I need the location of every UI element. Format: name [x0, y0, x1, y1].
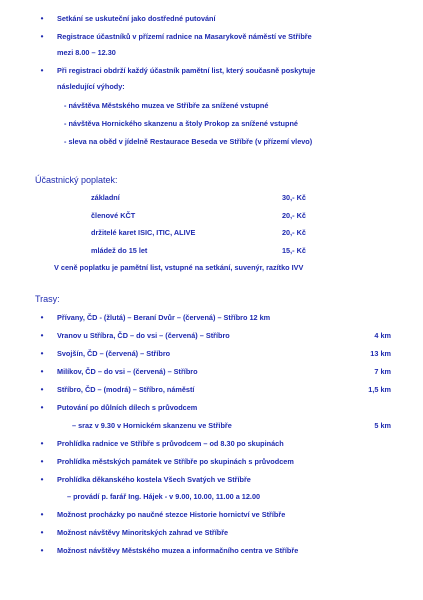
- fee-label: držitelé karet ISIC, ITIC, ALIVE: [91, 228, 196, 237]
- bullet: •: [40, 313, 44, 322]
- bullet: •: [40, 546, 44, 555]
- bullet: •: [40, 66, 44, 75]
- route-item: Putování po důlních dílech s průvodcem: [57, 403, 198, 412]
- bullet: •: [40, 14, 44, 23]
- fees-heading: Účastnický poplatek:: [35, 175, 118, 185]
- routes-heading: Trasy:: [35, 294, 60, 304]
- bullet: •: [40, 385, 44, 394]
- fee-price: 30,- Kč: [282, 193, 306, 202]
- route-item: Možnost návštěvy Minoritských zahrad ve Stříbře: [57, 528, 229, 537]
- fee-price: 20,- Kč: [282, 211, 306, 220]
- route-item: Stříbro, ČD – (modrá) – Stříbro, náměstí: [57, 385, 195, 394]
- benefit-item: - návštěva Městského muzea ve Stříbře za snížené vstupné: [64, 101, 269, 110]
- intro-item: Setkání se uskuteční jako dostředné putování: [57, 14, 216, 23]
- bullet: •: [40, 367, 44, 376]
- bullet: •: [40, 32, 44, 41]
- intro-item: mezi 8.00 – 12.30: [57, 48, 116, 57]
- fee-label: základní: [91, 193, 120, 202]
- bullet: •: [40, 528, 44, 537]
- route-distance: 7 km: [374, 367, 391, 376]
- fee-price: 15,- Kč: [282, 246, 306, 255]
- route-item: Svojšín, ČD – (červená) – Stříbro: [57, 349, 171, 358]
- intro-item: Při registraci obdrží každý účastník pamětní list, který současně poskytuje: [57, 66, 316, 75]
- bullet: •: [40, 439, 44, 448]
- bullet: •: [40, 331, 44, 340]
- route-item: Prohlídka děkanského kostela Všech Svatých ve Stříbře: [57, 475, 251, 484]
- route-item: Možnost návštěvy Městského muzea a informačního centra ve Stříbře: [57, 546, 299, 555]
- route-item: Prohlídka radnice ve Stříbře s průvodcem – od 8.30 po skupinách: [57, 439, 284, 448]
- bullet: •: [40, 457, 44, 466]
- route-item: Prohlídka městských památek ve Stříbře po skupinách s průvodcem: [57, 457, 294, 466]
- route-detail: – provádí p. farář Ing. Hájek - v 9.00, 10.00, 11.00 a 12.00: [67, 492, 261, 501]
- bullet: •: [40, 403, 44, 412]
- route-distance: 1,5 km: [368, 385, 391, 394]
- benefit-item: - návštěva Hornického skanzenu a štoly Prokop za snížené vstupné: [64, 119, 298, 128]
- intro-item: následující výhody:: [57, 82, 125, 91]
- bullet: •: [40, 510, 44, 519]
- fee-label: mládež do 15 let: [91, 246, 148, 255]
- intro-item: Registrace účastníků v přízemí radnice na Masarykově náměstí ve Stříbře: [57, 32, 312, 41]
- fee-label: členové KČT: [91, 211, 136, 220]
- route-item: Milíkov, ČD – do vsi – (červená) – Stříbro: [57, 367, 198, 376]
- benefit-item: - sleva na oběd v jídelně Restaurace Beseda ve Stříbře (v přízemí vlevo): [64, 137, 313, 146]
- bullet: •: [40, 349, 44, 358]
- fees-note: V ceně poplatku je pamětní list, vstupné na setkání, suvenýr, razítko IVV: [54, 263, 304, 272]
- fee-price: 20,- Kč: [282, 228, 306, 237]
- route-distance: 4 km: [374, 331, 391, 340]
- route-distance: 5 km: [374, 421, 391, 430]
- route-distance: 13 km: [370, 349, 391, 358]
- route-item: Vranov u Stříbra, ČD – do vsi – (červená) – Stříbro: [57, 331, 230, 340]
- route-item: Možnost procházky po naučné stezce Historie hornictví ve Stříbře: [57, 510, 286, 519]
- route-item: Přívany, ČD - (žlutá) – Beraní Dvůr – (červená) – Stříbro 12 km: [57, 313, 271, 322]
- bullet: •: [40, 475, 44, 484]
- route-detail: – sraz v 9.30 v Hornickém skanzenu ve Stříbře: [72, 421, 232, 430]
